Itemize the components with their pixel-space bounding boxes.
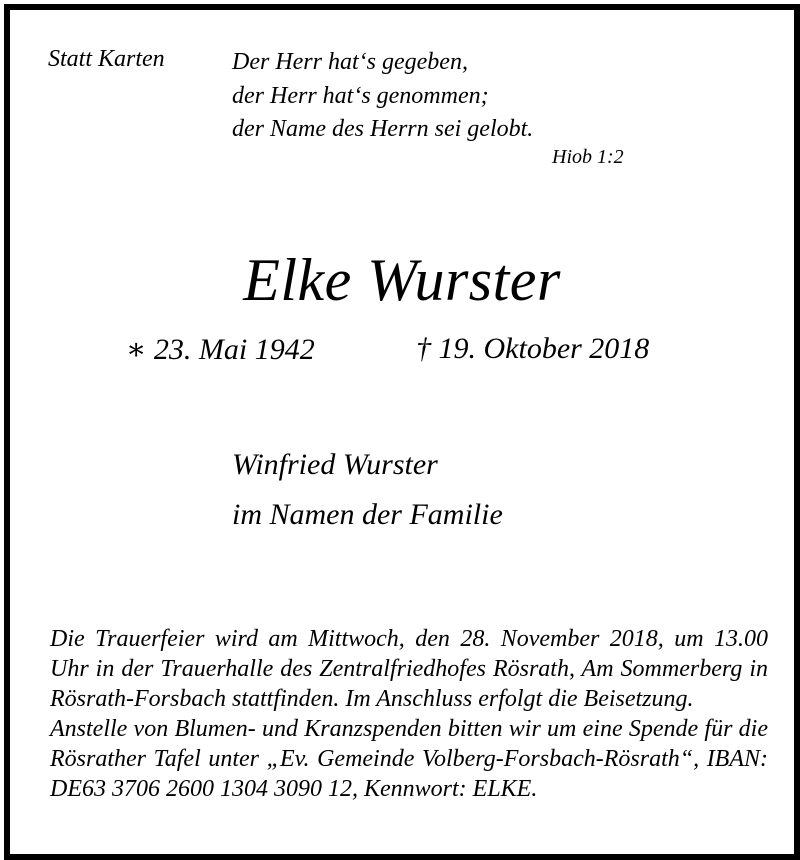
donation-paragraph: Anstelle von Blumen- und Kranzspenden bitten wir um eine Spende für die Rösrather Tafel unter „Ev. Gemeinde Volberg-Forsbach-Rösrath“, IBAN: DE63 3706 2600 1304 3090 12, Kennwort: ELKE. xyxy=(50,716,768,802)
mourner-name: Winfried Wurster xyxy=(232,448,438,481)
bible-verse xyxy=(232,46,533,147)
death-date: † 19. Oktober 2018 xyxy=(416,332,650,365)
birth-date: ∗ 23. Mai 1942 xyxy=(126,333,315,366)
statt-karten-label: Statt Karten xyxy=(48,46,165,72)
verse-line-2: der Herr hat‘s genommen; xyxy=(232,82,489,109)
deceased-name: Elke Wurster xyxy=(243,247,561,313)
verse-reference: Hiob 1:2 xyxy=(552,146,624,168)
funeral-notice xyxy=(50,624,768,804)
obituary-notice xyxy=(4,4,800,860)
funeral-details-paragraph: Die Trauerfeier wird am Mittwoch, den 28. November 2018, um 13.00 Uhr in der Trauerhalle des Zentralfriedhofes Rösrath, Am Sommerberg in Rösrath-Forsbach stattfinden. Im Anschluss erfolgt die Beisetzung. xyxy=(50,626,768,712)
mourner-family: im Namen der Familie xyxy=(232,498,503,531)
verse-line-3: der Name des Herrn sei gelobt. xyxy=(232,116,534,142)
verse-line-1: Der Herr hat‘s gegeben, xyxy=(232,49,468,75)
